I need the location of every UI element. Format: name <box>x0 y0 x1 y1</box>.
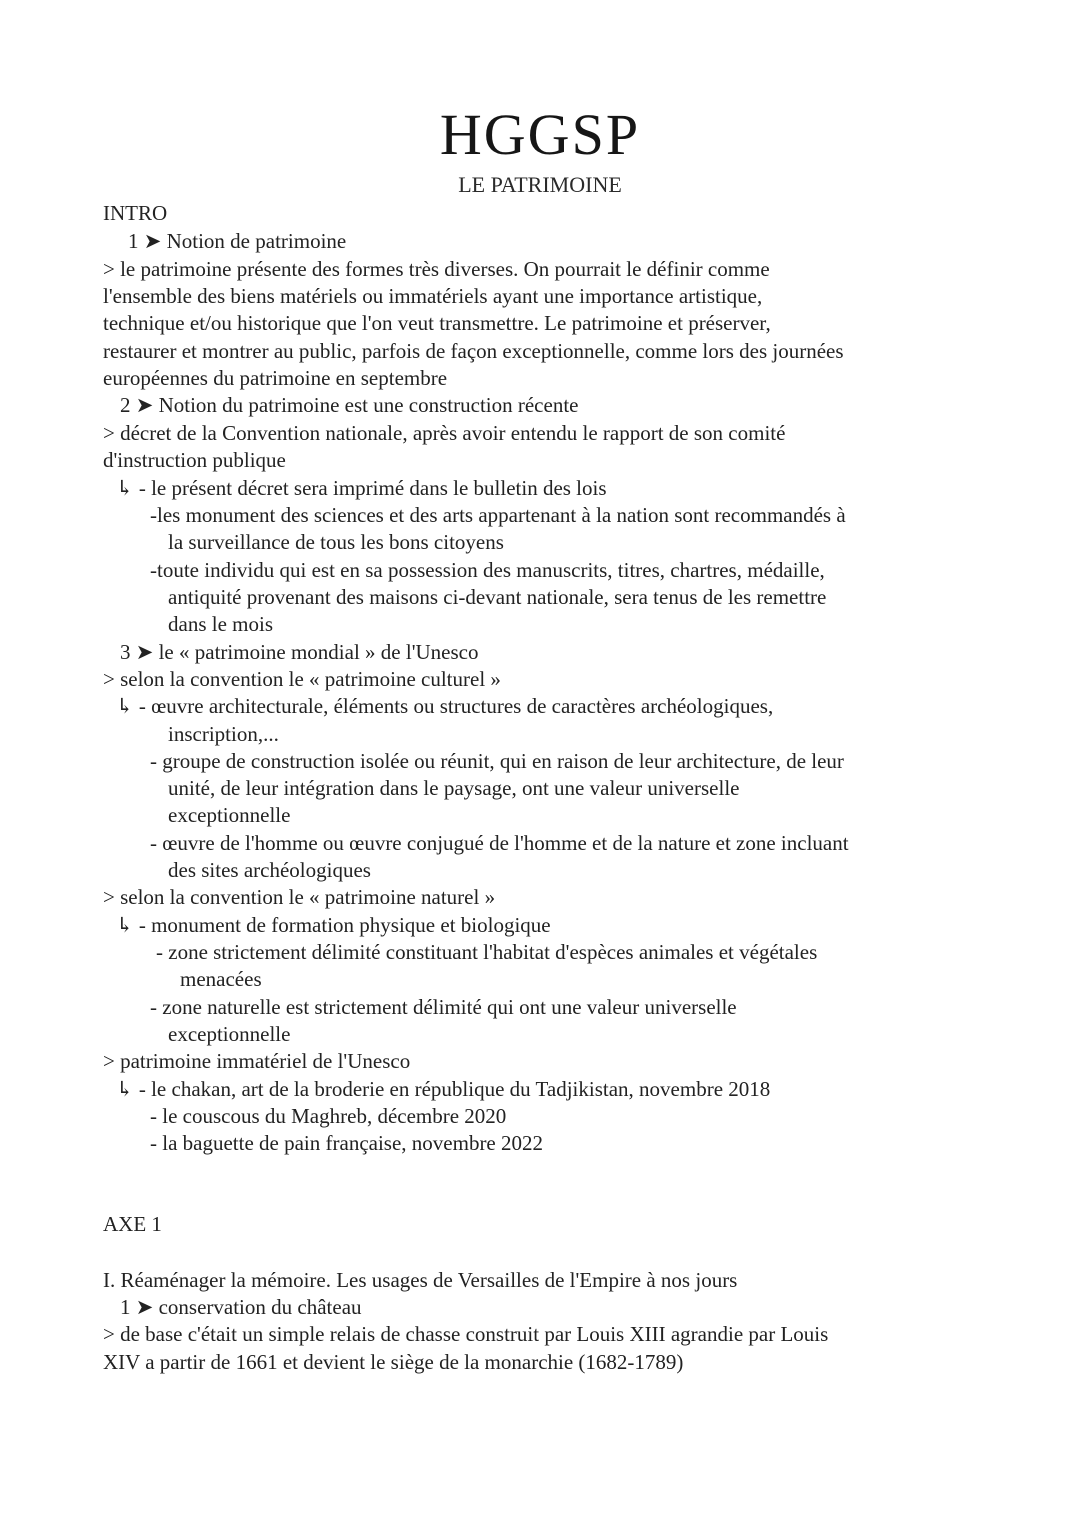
text-line: antiquité provenant des maisons ci-devant nationale, sera tenus de les remettre <box>168 585 827 609</box>
list-item: - zone naturelle est strictement délimité qui ont une valeur universelle <box>150 995 737 1019</box>
list-item: -les monument des sciences et des arts appartenant à la nation sont recommandés à <box>150 503 846 527</box>
point-heading: 1 ➤ Notion de patrimoine <box>128 229 347 253</box>
text-line: > décret de la Convention nationale, après avoir entendu le rapport de son comité <box>103 421 786 445</box>
list-item: -toute individu qui est en sa possession des manuscrits, titres, chartres, médaille, <box>150 558 825 582</box>
text-line: XIV a partir de 1661 et devient le siège de la monarchie (1682-1789) <box>103 1350 684 1374</box>
text-line: d'instruction publique <box>103 448 286 472</box>
text-line: exceptionnelle <box>168 1022 291 1046</box>
list-item: ↳ - le chakan, art de la broderie en république du Tadjikistan, novembre 2018 <box>116 1077 771 1101</box>
text-line: dans le mois <box>168 612 273 636</box>
list-item: ↳ - le présent décret sera imprimé dans le bulletin des lois <box>116 476 607 500</box>
text-line: l'ensemble des biens matériels ou immatériels ayant une importance artistique, <box>103 284 763 308</box>
list-item: ↳ - œuvre architecturale, éléments ou structures de caractères archéologiques, <box>116 694 774 718</box>
text-line: la surveillance de tous les bons citoyens <box>168 530 504 554</box>
text-line: technique et/ou historique que l'on veut transmettre. Le patrimoine et préserver, <box>103 311 771 335</box>
point-heading: 3 ➤ le « patrimoine mondial » de l'Unesco <box>120 640 479 664</box>
text-line: menacées <box>180 967 262 991</box>
list-item: - le couscous du Maghreb, décembre 2020 <box>150 1104 507 1128</box>
text-line: des sites archéologiques <box>168 858 371 882</box>
point-heading: 1 ➤ conservation du château <box>120 1295 362 1319</box>
list-item: - œuvre de l'homme ou œuvre conjugué de l'homme et de la nature et zone incluant <box>150 831 849 855</box>
text-line: restaurer et montrer au public, parfois de façon exceptionnelle, comme lors des journées <box>103 339 844 363</box>
list-item: - groupe de construction isolée ou réunit, qui en raison de leur architecture, de leur <box>150 749 844 773</box>
page-title: HGGSP <box>439 102 641 167</box>
text-line: > le patrimoine présente des formes très diverses. On pourrait le définir comme <box>103 257 770 281</box>
chapter-heading: I. Réaménager la mémoire. Les usages de Versailles de l'Empire à nos jours <box>103 1268 738 1292</box>
text-line: > selon la convention le « patrimoine naturel » <box>103 885 496 909</box>
text-line: unité, de leur intégration dans le paysage, ont une valeur universelle <box>168 776 740 800</box>
text-line: > patrimoine immatériel de l'Unesco <box>103 1049 411 1073</box>
text-line: > selon la convention le « patrimoine culturel » <box>103 667 501 691</box>
section-heading-intro: INTRO <box>103 201 168 225</box>
text-line: inscription,... <box>168 722 279 746</box>
list-item: ↳ - monument de formation physique et biologique <box>116 913 551 937</box>
text-line: exceptionnelle <box>168 803 291 827</box>
section-heading-axe: AXE 1 <box>103 1212 162 1236</box>
list-item: - la baguette de pain française, novembre 2022 <box>150 1131 544 1155</box>
text-line: européennes du patrimoine en septembre <box>103 366 448 390</box>
point-heading: 2 ➤ Notion du patrimoine est une construction récente <box>120 393 579 417</box>
text-line: > de base c'était un simple relais de chasse construit par Louis XIII agrandie par Louis <box>103 1322 829 1346</box>
page-subtitle: LE PATRIMOINE <box>458 172 622 197</box>
list-item: - zone strictement délimité constituant l'habitat d'espèces animales et végétales <box>156 940 818 964</box>
